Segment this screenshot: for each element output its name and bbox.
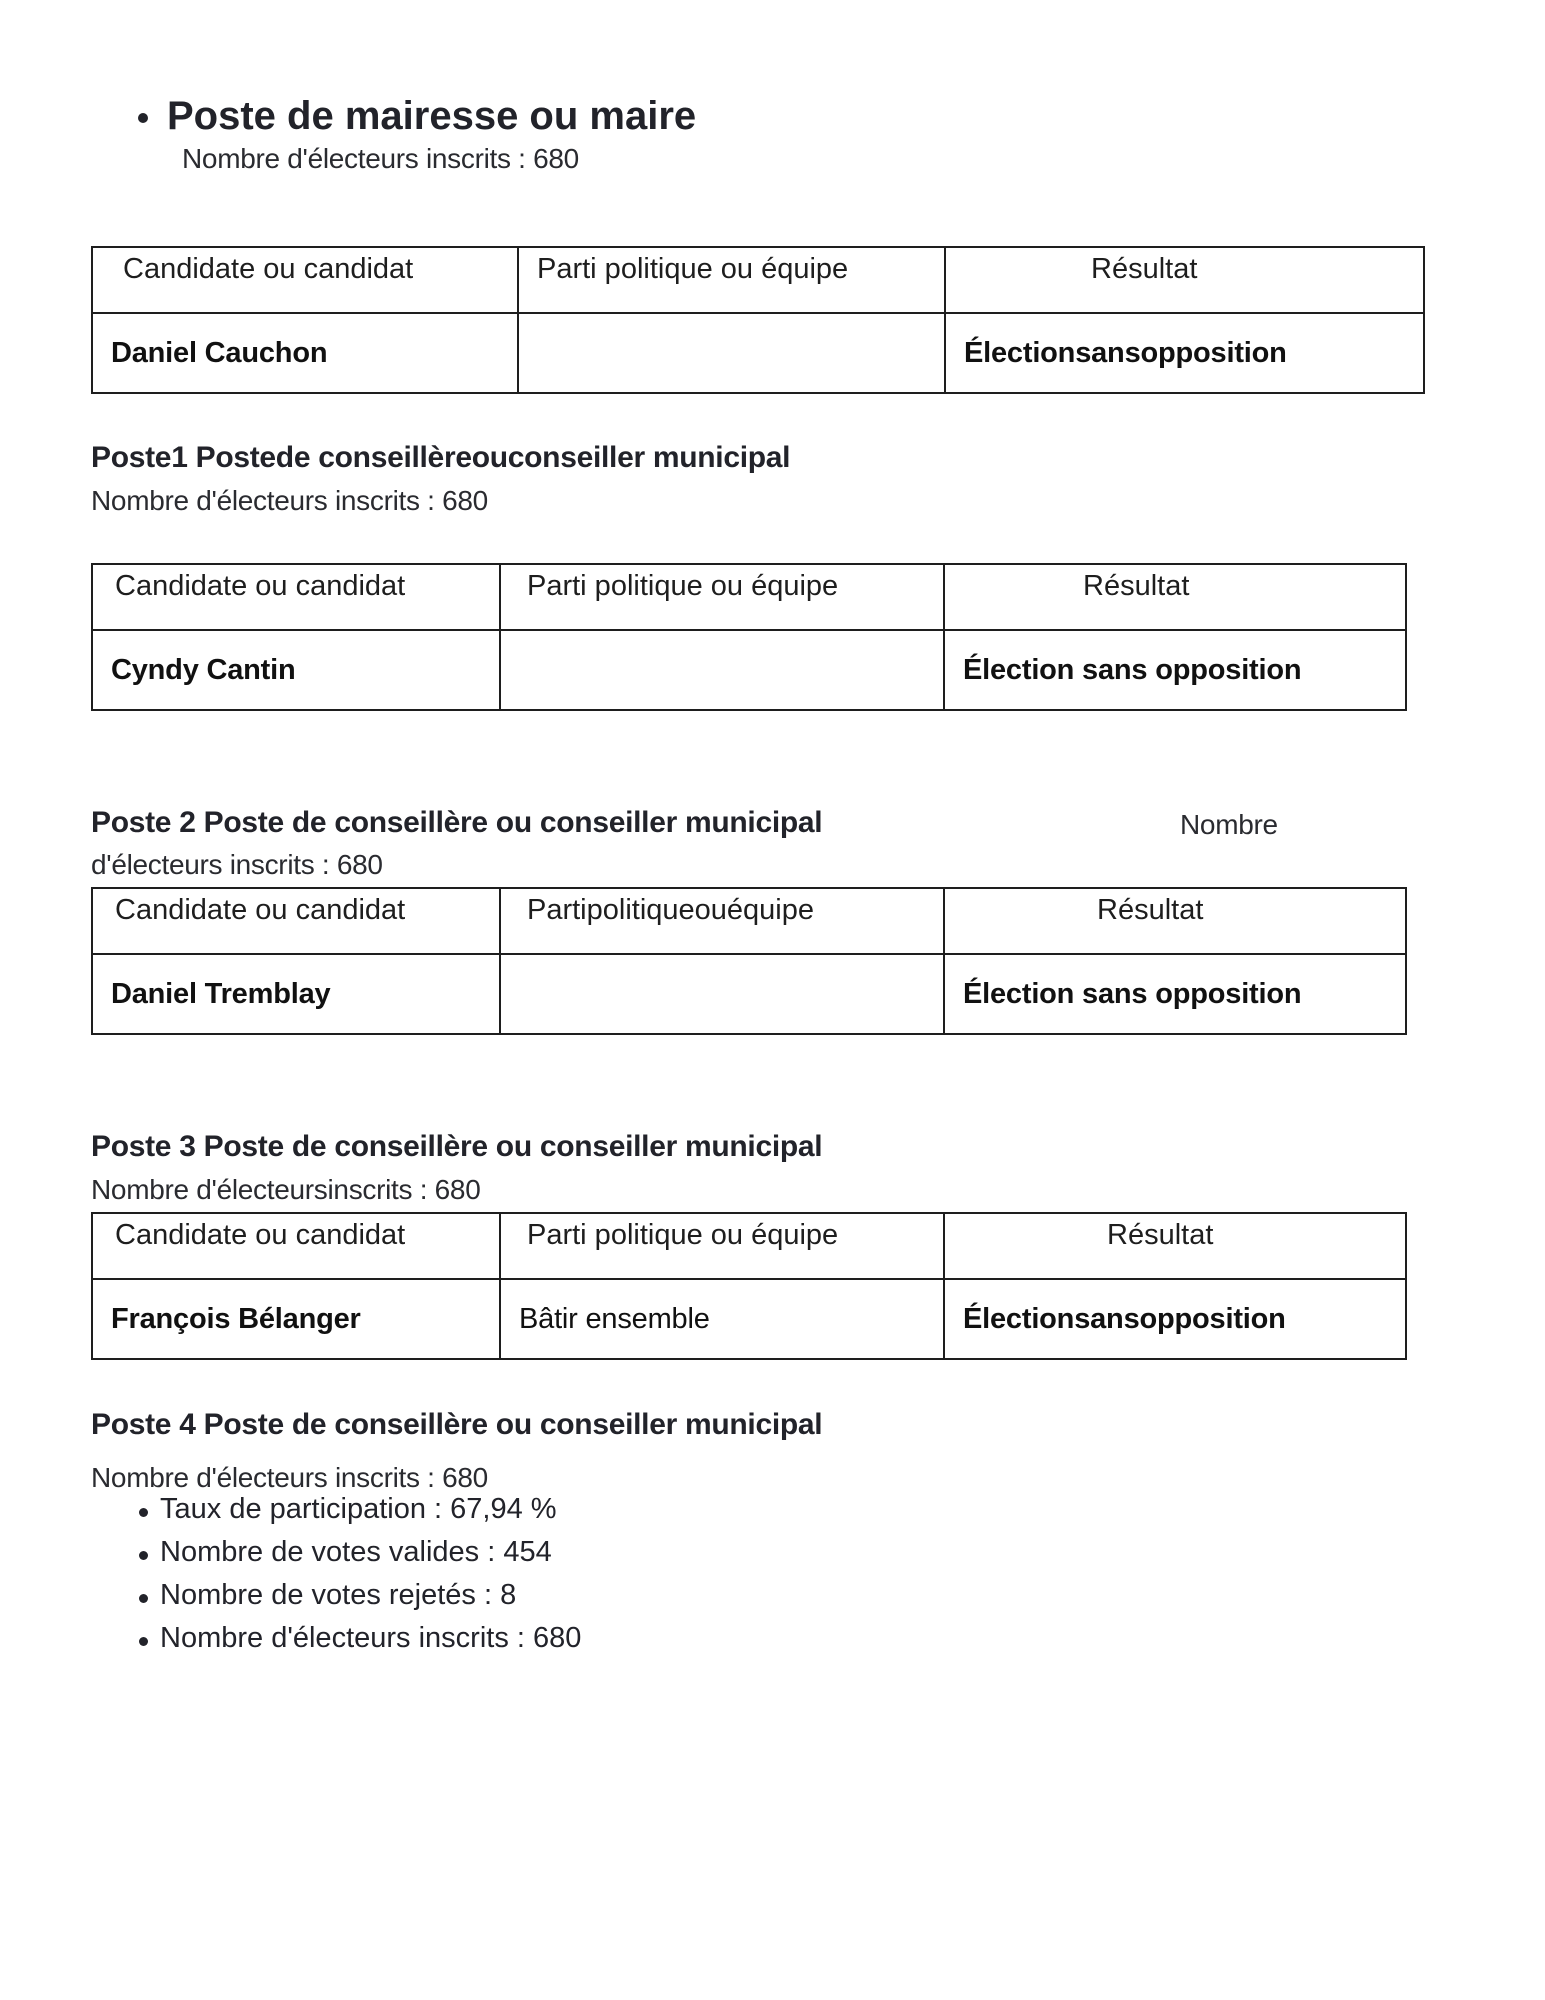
mayor-voters: Nombre d'électeurs inscrits : 680 xyxy=(182,143,579,174)
header-party: Parti politique ou équipe xyxy=(527,1219,839,1251)
result-value: Élection sans opposition xyxy=(963,653,1302,686)
header-candidate: Candidate ou candidat xyxy=(123,253,414,285)
poste2-voters-part2: d'électeurs inscrits : 680 xyxy=(91,849,383,880)
poste1-voters: Nombre d'électeurs inscrits : 680 xyxy=(91,485,488,516)
header-party: Parti politique ou équipe xyxy=(527,570,839,602)
header-candidate: Candidate ou candidat xyxy=(115,894,406,926)
table-row xyxy=(92,1279,1406,1359)
poste3-results-table xyxy=(91,1212,1407,1360)
stat-valid-votes: Nombre de votes valides : 454 xyxy=(135,1531,581,1574)
poste2-results-table xyxy=(91,887,1407,1035)
header-result: Résultat xyxy=(1107,1219,1214,1251)
poste1-results-table xyxy=(91,563,1407,711)
header-candidate: Candidate ou candidat xyxy=(115,1219,406,1251)
header-result: Résultat xyxy=(1097,894,1204,926)
poste2-voters-part1: Nombre xyxy=(1180,809,1278,840)
poste3-title: Poste 3 Poste de conseillère ou conseiller municipal xyxy=(91,1130,823,1163)
stat-participation: Taux de participation : 67,94 % xyxy=(135,1488,581,1531)
bullet-icon xyxy=(138,113,148,123)
table-header-row xyxy=(92,247,1424,313)
header-party: Partipolitiqueouéquipe xyxy=(527,894,814,926)
table-row xyxy=(92,630,1406,710)
header-candidate: Candidate ou candidat xyxy=(115,570,406,602)
table-header-row xyxy=(92,564,1406,630)
statistics-list xyxy=(135,1488,581,1660)
poste1-title: Poste1 Postede conseillèreouconseiller municipal xyxy=(91,441,791,474)
poste4-voters: Nombre d'électeurs inscrits : 680 xyxy=(91,1462,488,1493)
table-row xyxy=(92,954,1406,1034)
poste2-title: Poste 2 Poste de conseillère ou conseiller municipal xyxy=(91,806,823,839)
stat-registered-voters: Nombre d'électeurs inscrits : 680 xyxy=(135,1617,581,1660)
mayor-results-table xyxy=(91,246,1425,394)
result-value: Électionsansopposition xyxy=(964,336,1287,369)
table-header-row xyxy=(92,1213,1406,1279)
candidate-name: Daniel Tremblay xyxy=(111,977,331,1010)
poste3-voters: Nombre d'électeursinscrits : 680 xyxy=(91,1174,481,1205)
header-result: Résultat xyxy=(1091,253,1198,285)
mayor-title: Poste de mairesse ou maire xyxy=(167,94,697,138)
header-party: Parti politique ou équipe xyxy=(537,253,849,285)
candidate-name: François Bélanger xyxy=(111,1302,361,1335)
table-row xyxy=(92,313,1424,393)
stat-rejected-votes: Nombre de votes rejetés : 8 xyxy=(135,1574,581,1617)
result-value: Élection sans opposition xyxy=(963,977,1302,1010)
candidate-name: Cyndy Cantin xyxy=(111,653,296,686)
poste4-title: Poste 4 Poste de conseillère ou conseiller municipal xyxy=(91,1408,823,1441)
party-name: Bâtir ensemble xyxy=(519,1302,710,1335)
header-result: Résultat xyxy=(1083,570,1190,602)
result-value: Électionsansopposition xyxy=(963,1302,1286,1335)
table-header-row xyxy=(92,888,1406,954)
candidate-name: Daniel Cauchon xyxy=(111,336,328,369)
